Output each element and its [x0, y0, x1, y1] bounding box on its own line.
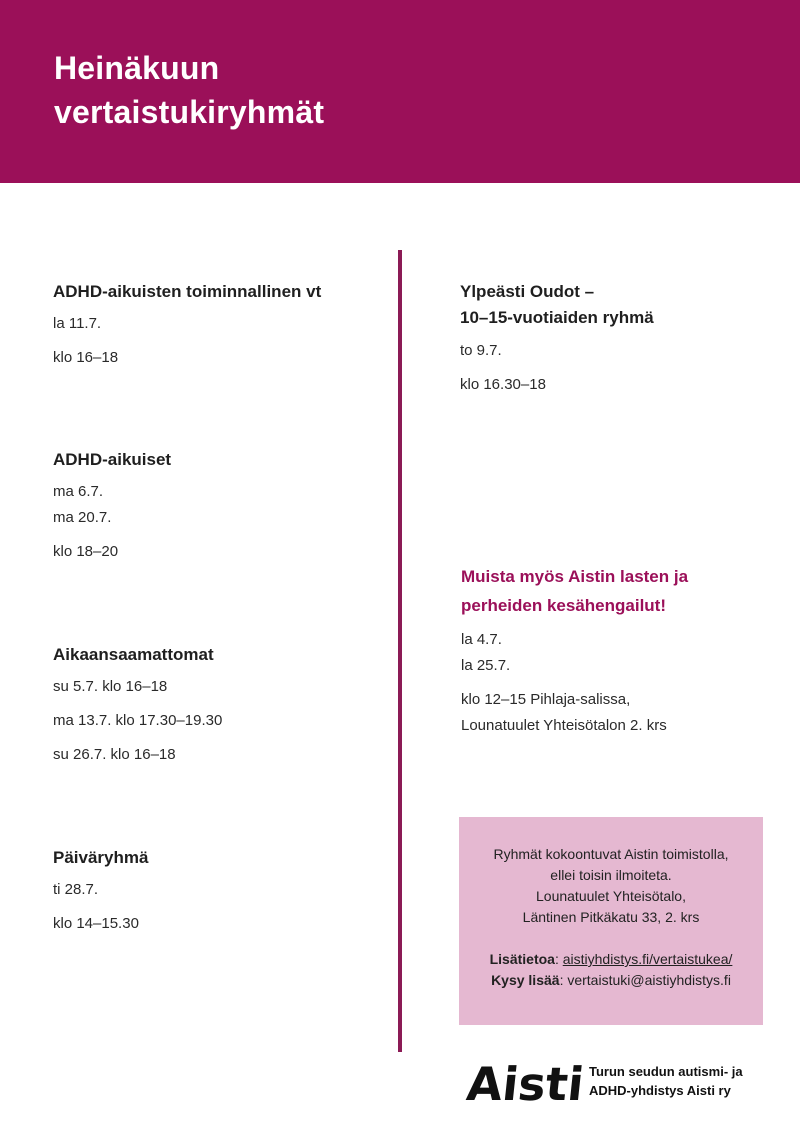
info-line: Ryhmät kokoontuvat Aistin toimistolla,	[493, 846, 729, 862]
group-title: Päiväryhmä	[53, 848, 149, 867]
ask-more-email[interactable]: vertaistuki@aistiyhdistys.fi	[567, 972, 731, 988]
summer-hangouts-block	[461, 562, 688, 736]
group-date: ti 28.7.	[53, 881, 99, 898]
group-adhd-adults	[53, 447, 171, 562]
summer-location: klo 12–15 Pihlaja-salissa,	[461, 691, 631, 708]
info-line: ellei toisin ilmoiteta.	[550, 867, 672, 883]
aisti-logo	[464, 1056, 587, 1111]
column-divider	[398, 250, 402, 1052]
org-line2: ADHD-yhdistys Aisti ry	[589, 1083, 731, 1098]
group-paivaryhma	[53, 845, 148, 934]
group-session: su 26.7. klo 16–18	[53, 746, 176, 763]
info-box	[459, 817, 763, 1025]
group-date: to 9.7.	[460, 342, 502, 359]
summer-title-line2: perheiden kesähengailut!	[461, 596, 666, 615]
info-line: Lounatuulet Yhteisötalo,	[536, 888, 686, 904]
summer-date: la 4.7.	[461, 631, 502, 648]
group-title-line2: 10–15-vuotiaiden ryhmä	[460, 308, 654, 327]
page-title-line1: Heinäkuun	[54, 50, 220, 86]
summer-date: la 25.7.	[461, 657, 511, 674]
group-time: klo 16.30–18	[460, 376, 546, 393]
group-session: su 5.7. klo 16–18	[53, 678, 168, 695]
more-info-link[interactable]: aistiyhdistys.fi/vertaistukea/	[562, 951, 733, 967]
page-title	[54, 46, 324, 134]
more-info-label: Lisätietoa	[489, 951, 555, 967]
group-title: ADHD-aikuiset	[53, 450, 172, 469]
ask-more-row: Kysy lisää: vertaistuki@aistiyhdistys.fi	[491, 972, 731, 988]
header-banner	[0, 0, 800, 183]
group-session: ma 13.7. klo 17.30–19.30	[53, 712, 223, 729]
summer-title-line1: Muista myös Aistin lasten ja	[461, 567, 689, 586]
info-line: Läntinen Pitkäkatu 33, 2. krs	[522, 909, 700, 925]
group-time: klo 14–15.30	[53, 915, 139, 932]
group-aikaansaamattomat	[53, 642, 222, 765]
group-title: ADHD-aikuisten toiminnallinen vt	[53, 282, 322, 301]
group-ylpeasti-oudot	[460, 279, 654, 395]
page-title-line2: vertaistukiryhmät	[54, 94, 325, 130]
aisti-logo-text: Aisti	[464, 1057, 587, 1111]
group-title: Aikaansaamattomat	[53, 645, 214, 664]
group-date: ma 20.7.	[53, 509, 112, 526]
group-title-line1: Ylpeästi Oudot –	[460, 282, 595, 301]
group-date: la 11.7.	[53, 315, 102, 332]
ask-more-label: Kysy lisää	[491, 972, 560, 988]
more-info-row: Lisätietoa: aistiyhdistys.fi/vertaistukea/	[489, 951, 733, 967]
group-time: klo 16–18	[53, 349, 119, 366]
org-line1: Turun seudun autismi- ja	[589, 1064, 743, 1079]
organization-name	[589, 1062, 743, 1100]
group-date: ma 6.7.	[53, 483, 104, 500]
summer-location: Lounatuulet Yhteisötalon 2. krs	[461, 717, 667, 734]
group-time: klo 18–20	[53, 543, 119, 560]
group-adhd-functional	[53, 279, 321, 368]
